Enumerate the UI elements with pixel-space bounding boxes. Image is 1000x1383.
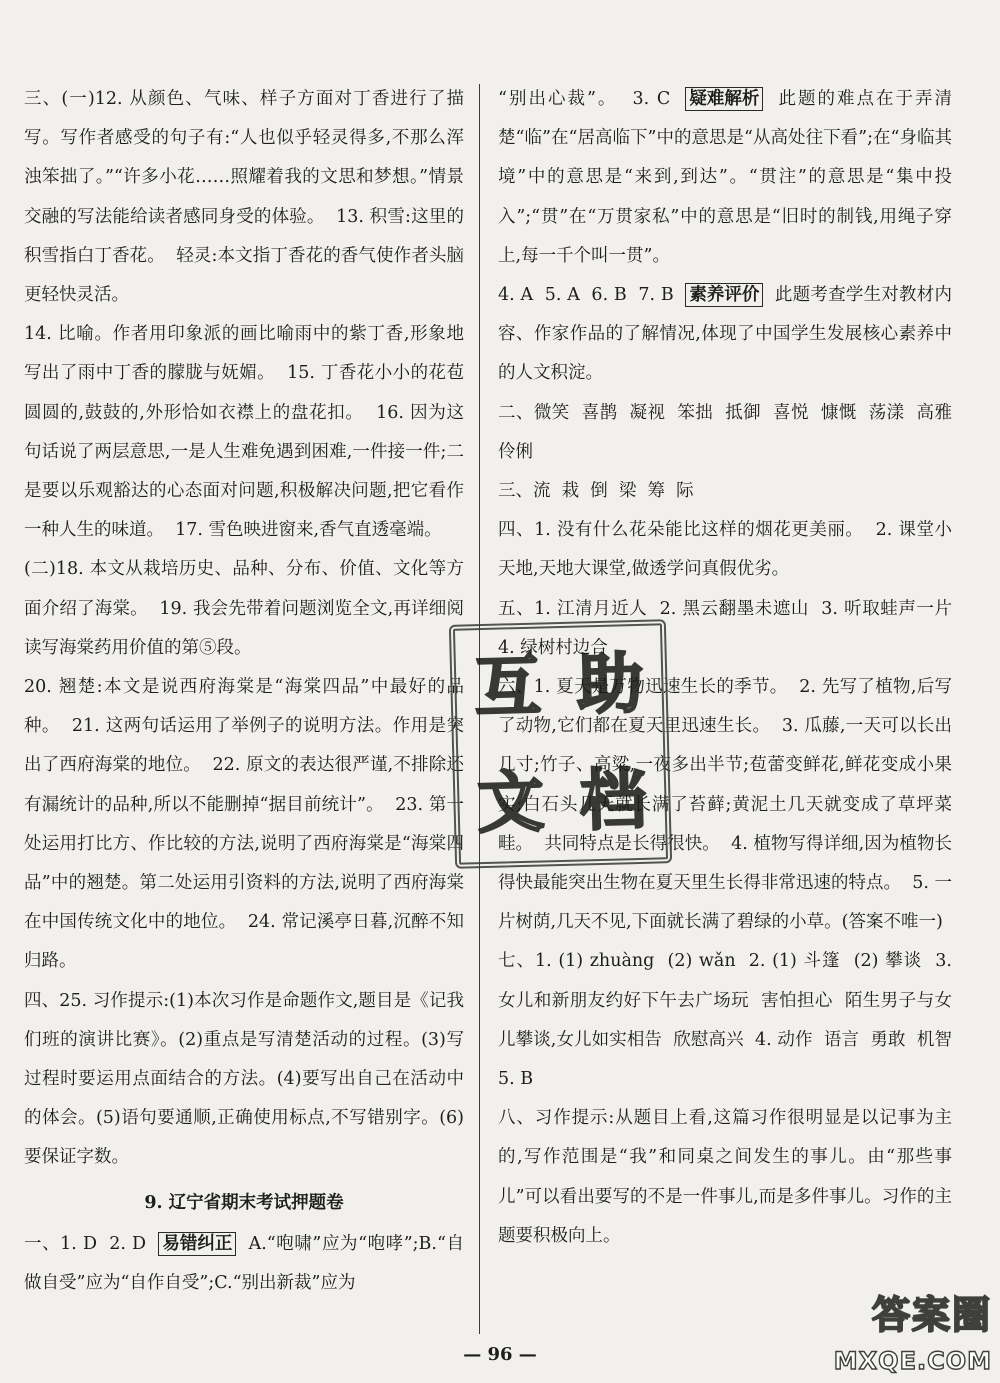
brand-url: MXQE.COM (833, 1347, 992, 1375)
brand-char-3: 圈 (951, 1293, 990, 1337)
answer-yi-text: A.“咆啸”应为“咆哮”;B.“自做自受”应为“自作自受”;C.“别出新裁”应为 (24, 1233, 464, 1294)
answer-block-25: 四、25. 习作提示:(1)本次习作是命题作文,题目是《记我们班的演讲比赛》。(2)重点是写清楚活动的过程。(3)写过程时要运用点面结合的方法。(4)要写出自己在活动中的体会。(5)语句要通顺,正确使用标点,不写错别字。(6)要保证字数。 (24, 990, 464, 1168)
answer-block-4-7 (498, 276, 952, 394)
answer-block-18-19: (二)18. 本文从栽培历史、品种、分布、价值、文化等方面介绍了海棠。 19. 我会先带着问题浏览全文,再详细阅读写海棠药用价值的第⑤段。 (24, 559, 464, 658)
badge-yinan: 疑难解析 (685, 87, 763, 111)
watermark-brand (806, 1282, 1000, 1383)
answer-block-er: 二、微笑 喜鹊 凝视 笨拙 抵御 喜悦 慷慨 荡漾 高雅 伶俐 (498, 402, 964, 462)
answer-block-liu: 六、1. 夏天是万物迅速生长的季节。 2. 先写了植物,后写了动物,它们都在夏天里迅速生长。 3. 瓜藤,一天可以长出几寸;竹子、高粱,一夜多出半节;苞蕾变鲜花,鲜花变成小果实;白石头几天就长满了苔藓;黄泥土几天就变成了草坪菜畦。 共同特点是长得很快。 4. 植物写得详细,因为植物长得快最能突出生物在夏天里生长得非常迅速的特点。 5. 一片树荫,几天不见,下面就长满了碧绿的小草。(答案不唯一) (498, 677, 952, 933)
answer-block-san-right: 三、流 栽 倒 梁 筹 际 (498, 481, 694, 502)
stamp-char-1: 互 (473, 647, 542, 727)
stamp-char-3: 文 (476, 763, 545, 843)
answer-block-20-24: 20. 翘楚:本文是说西府海棠是“海棠四品”中最好的品种。 21. 这两句话运用了举例子的说明方法。作用是突出了西府海棠的地位。 22. 原文的表达很严谨,不排除还有漏统计的品种,所以不能删掉“据目前统计”。 23. 第一处运用打比方、作比较的方法,说明了西府海棠是“海棠四品”中的翘楚。第二处运用引资料的方法,说明了西府海棠在中国传统文化中的地位。 24. 常记溪亭日暮,沉醉不知归路。 (24, 677, 464, 972)
answer-block-3 (498, 80, 952, 276)
brand-char-1: 答 (871, 1293, 910, 1337)
answer-block-yi (24, 1225, 464, 1303)
answer-block-san: 三、(一)12. 从颜色、气味、样子方面对丁香进行了描写。写作者感受的句子有:“人也似乎轻灵得多,不那么浑浊笨拙了。”“许多小花……照耀着我的文思和梦想。”情景交融的写法能给读者感同身受的体验。 13. 积雪:这里的积雪指白丁香花。 轻灵:本文指丁香花的香气使作者头脑更轻快灵活。 (24, 89, 464, 306)
answer-4-7-intro: 4. A 5. A 6. B 7. B (498, 285, 686, 306)
badge-yicuo: 易错纠正 (158, 1232, 236, 1256)
watermark-stamp (449, 619, 672, 869)
answer-block-qi: 七、1. (1) zhuàng (2) wǎn 2. (1) 斗篷 (2) 攀谈 3. 女儿和新朋友约好下午去广场玩 害怕担心 陌生男子与女儿攀谈,女儿如实相告 欣慰高兴 4. 动作 语言 勇敢 机智 5. B (498, 951, 964, 1090)
stamp-char-4: 档 (579, 760, 648, 840)
brand-char-2: 案 (911, 1293, 950, 1337)
answer-block-si: 四、1. 没有什么花朵能比这样的烟花更美丽。 2. 课堂小天地,天地大课堂,做透学问真假优劣。 (498, 520, 952, 580)
page-number: — 96 — (463, 1344, 537, 1365)
answer-4-7-text: 此题考查学生对教材内容、作家作品的了解情况,体现了中国学生发展核心素养中的人文积淀。 (498, 285, 953, 384)
answer-3-intro: “别出心裁”。 3. C (498, 89, 686, 109)
answer-3-text: 此题的难点在于弄清楚“临”在“居高临下”中的意思是“从高处往下看”;在“身临其境”中的意思是“来到,到达”。“贯注”的意思是“集中投入”;“贯”在“万贯家私”中的意思是“旧时的制钱,用绳子穿上,每一千个叫一贯”。 (498, 89, 953, 266)
brand-logo-text (872, 1284, 990, 1339)
left-column (24, 80, 464, 1303)
answer-yi-intro: 一、1. D 2. D (24, 1233, 159, 1254)
badge-suyang: 素养评价 (685, 283, 763, 307)
answer-block-wu: 五、1. 江清月近人 2. 黑云翻墨未遮山 3. 听取蛙声一片 4. 绿树村边合 (498, 598, 964, 658)
section-title: 9. 辽宁省期末考试押题卷 (144, 1192, 344, 1213)
answer-block-14-17: 14. 比喻。作者用印象派的画比喻雨中的紫丁香,形象地写出了雨中丁香的朦胧与妩媚。 15. 丁香花小小的花苞圆圆的,鼓鼓的,外形恰如衣襟上的盘花扣。 16. 因为这句话说了两层意思,一是人生难免遇到困难,一件接一件;二是要以乐观豁达的心态面对问题,积极解决问题,把它看作一种人生的味道。 17. 雪色映进窗来,香气直透毫端。 (24, 324, 464, 541)
answer-block-ba: 八、习作提示:从题目上看,这篇习作很明显是以记事为主的,写作范围是“我”和同桌之间发生的事儿。由“那些事儿”可以看出要写的不是一件事儿,而是多件事儿。习作的主题要积极向上。 (498, 1108, 952, 1246)
stamp-char-2: 助 (576, 644, 645, 724)
